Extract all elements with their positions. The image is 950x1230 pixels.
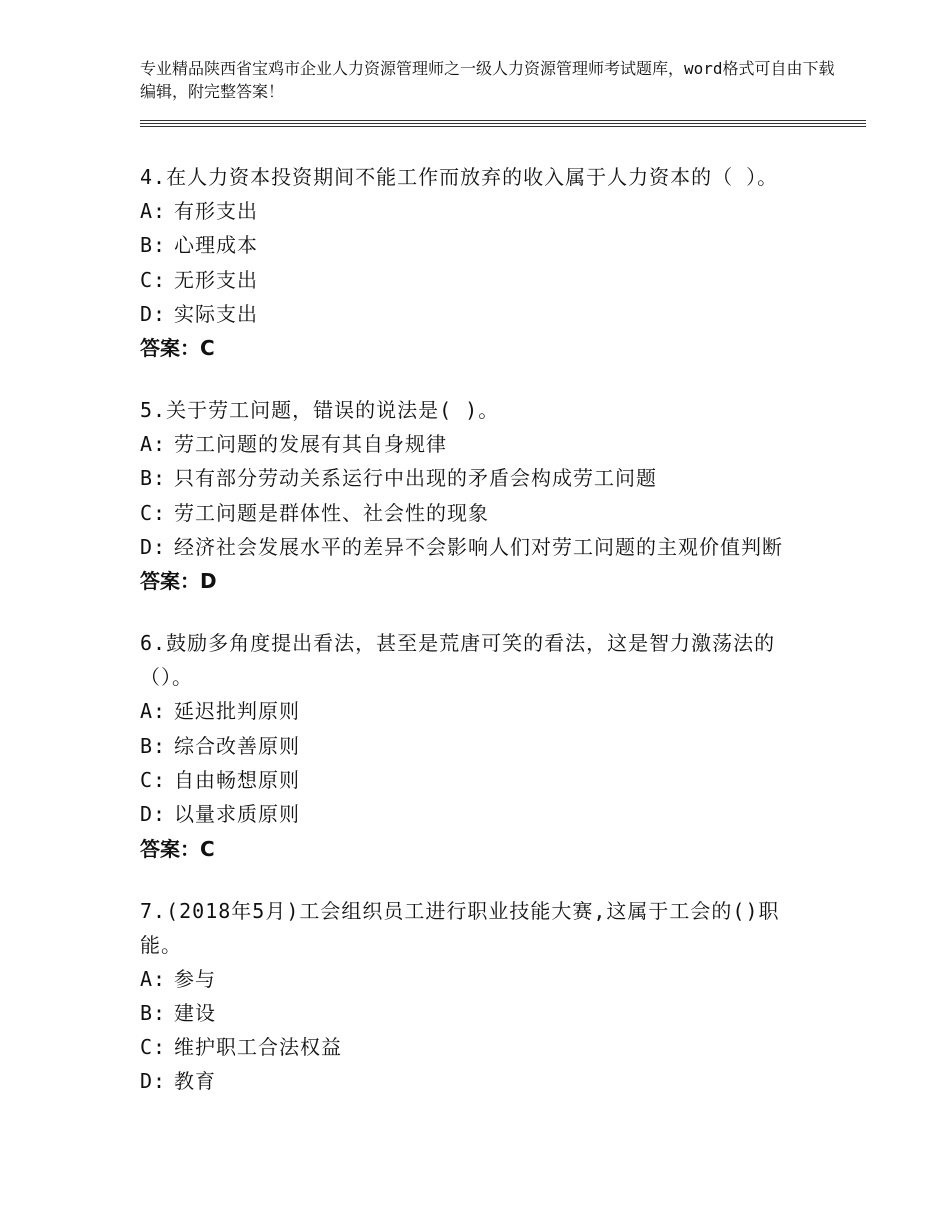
option-d (140, 797, 820, 831)
option-key: A: (140, 199, 167, 223)
option-text: 以量求质原则 (174, 802, 300, 827)
answer: 答案：C (140, 336, 215, 361)
option-key: A: (140, 699, 167, 724)
option-b (140, 729, 820, 763)
option-key: C: (140, 767, 167, 792)
option-key: B: (140, 1000, 167, 1025)
option-a (140, 194, 820, 228)
option-a (140, 962, 820, 996)
question-text: 6.鼓励多角度提出看法，甚至是荒唐可笑的看法，这是智力激荡法的（）。 (140, 631, 776, 690)
option-c (140, 263, 820, 297)
option-d (140, 530, 820, 564)
answer: 答案：D (140, 569, 217, 594)
header-rule-middle (140, 123, 866, 124)
option-key: C: (140, 500, 167, 525)
option-key: B: (140, 466, 167, 491)
question-text: 5.关于劳工问题，错误的说法是( )。 (140, 398, 500, 423)
option-b (140, 996, 820, 1030)
option-key: D: (140, 301, 167, 326)
option-text: 维护职工合法权益 (174, 1035, 342, 1060)
option-key: D: (140, 1069, 167, 1094)
question-5 (140, 393, 820, 598)
option-a (140, 694, 820, 728)
question-6 (140, 626, 820, 865)
option-key: A: (140, 966, 167, 991)
option-key: C: (140, 1035, 167, 1060)
option-key: C: (140, 267, 167, 292)
option-key: D: (140, 802, 167, 827)
question-text: 4.在人力资本投资期间不能工作而放弃的收入属于人力资本的（ ）。 (140, 165, 779, 189)
header-rule-top (140, 120, 866, 121)
option-text: 参与 (174, 966, 216, 991)
option-text: 劳工问题是群体性、社会性的现象 (174, 500, 489, 525)
document-header: 专业精品陕西省宝鸡市企业人力资源管理师之一级人力资源管理师考试题库，word格式可自由下载编辑，附完整答案！ (140, 59, 835, 101)
question-list (140, 160, 820, 1127)
option-text: 劳工问题的发展有其自身规律 (174, 432, 447, 457)
option-b (140, 228, 820, 262)
option-key: A: (140, 432, 167, 457)
option-text: 心理成本 (174, 233, 258, 258)
answer: 答案：C (140, 836, 215, 861)
option-text: 实际支出 (174, 301, 258, 326)
option-text: 无形支出 (174, 267, 258, 292)
option-text: 只有部分劳动关系运行中出现的矛盾会构成劳工问题 (174, 466, 657, 491)
option-key: B: (140, 733, 167, 758)
header-rule-bottom (140, 126, 866, 127)
option-b (140, 461, 820, 495)
option-key: B: (140, 233, 167, 258)
option-c (140, 1030, 820, 1064)
option-text: 教育 (174, 1069, 216, 1094)
option-d (140, 1064, 820, 1098)
option-text: 延迟批判原则 (174, 699, 300, 724)
question-4 (140, 160, 820, 365)
option-c (140, 496, 820, 530)
option-text: 经济社会发展水平的差异不会影响人们对劳工问题的主观价值判断 (174, 535, 783, 560)
question-text: 7.(2018年5月)工会组织员工进行职业技能大赛,这属于工会的()职能。 (140, 898, 780, 957)
option-key: D: (140, 535, 167, 560)
option-text: 建设 (174, 1000, 216, 1025)
option-text: 综合改善原则 (174, 733, 300, 758)
option-c (140, 763, 820, 797)
option-a (140, 427, 820, 461)
option-d (140, 297, 820, 331)
option-text: 自由畅想原则 (174, 767, 300, 792)
question-7 (140, 894, 820, 1099)
option-text: 有形支出 (174, 199, 258, 223)
